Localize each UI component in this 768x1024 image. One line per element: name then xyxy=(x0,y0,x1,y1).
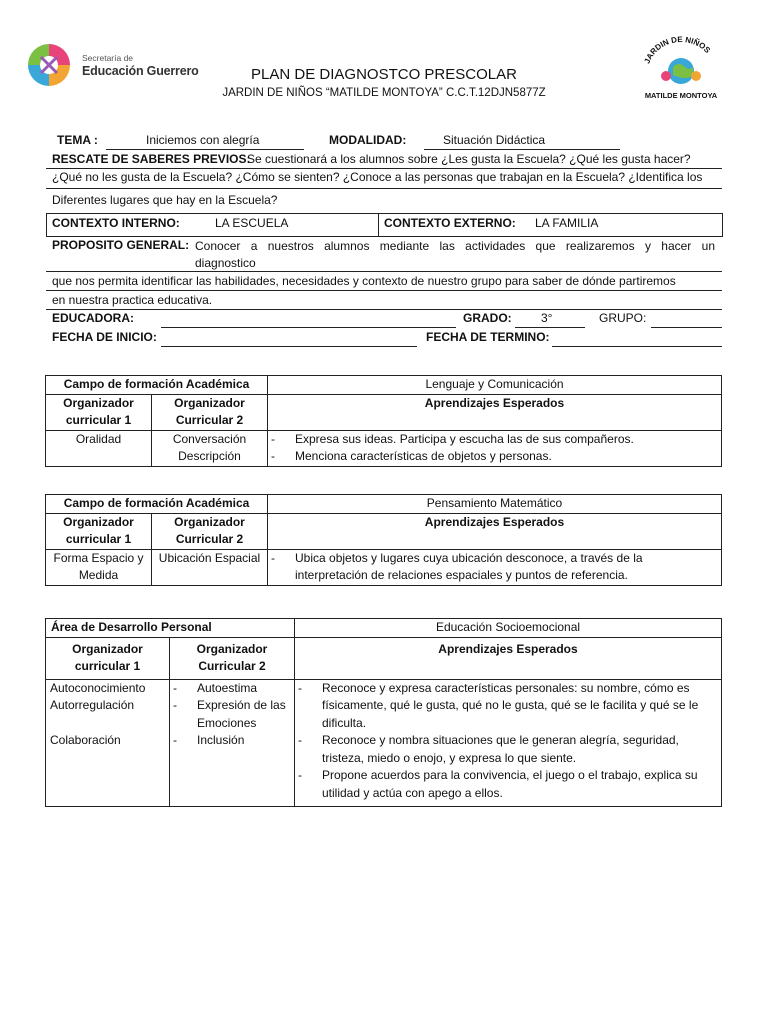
org1-value-2: Autorregulación xyxy=(50,698,135,712)
fecha-inicio-label: FECHA DE INICIO: xyxy=(52,330,157,344)
contexto-externo-label: CONTEXTO EXTERNO: xyxy=(384,216,516,230)
contexto-externo-value: LA FAMILIA xyxy=(535,216,599,230)
org1-value-4: Colaboración xyxy=(50,733,121,747)
rescate-line-1-rule xyxy=(46,168,722,169)
modalidad-underline xyxy=(424,149,620,150)
org2-header: Organizador Curricular 2 xyxy=(152,513,268,549)
rescate-line-2: ¿Qué no les gusta de la Escuela? ¿Cómo se sienten? ¿Conoce a las personas que trabajan en la Escuela? ¿Identifica los xyxy=(52,170,703,184)
jardin-logo-top-text: JARDIN DE NIÑOS xyxy=(642,34,712,65)
area-value: Educación Socioemocional xyxy=(295,619,722,638)
lenguaje-table xyxy=(45,375,722,467)
campo-label: Campo de formación Académica xyxy=(46,495,268,514)
list-item: - Reconoce y nombra situaciones que le generan alegría, seguridad, tristeza, miedo o enojo, y expresa lo que siente. xyxy=(298,733,679,765)
rescate-line-1: Se cuestionará a los alumnos sobre ¿Les gusta la Escuela? ¿Qué les gusta hacer? xyxy=(247,152,691,166)
rescate-line-2-rule xyxy=(46,188,722,189)
list-item: - Expresión de las Emociones xyxy=(173,698,286,730)
org2-value: Ubicación Espacial xyxy=(152,549,268,585)
aprendizajes-list xyxy=(268,549,722,585)
aprendizajes-header: Aprendizajes Esperados xyxy=(295,637,722,679)
list-item: - Menciona características de objetos y personas. xyxy=(271,449,552,463)
jardin-logo-bottom-text: MATILDE MONTOYA xyxy=(644,91,718,100)
list-item: - Inclusión xyxy=(173,733,245,747)
campo-value: Pensamiento Matemático xyxy=(268,495,722,514)
org2-header: Organizador Curricular 2 xyxy=(170,637,295,679)
modalidad-label: MODALIDAD: xyxy=(329,133,407,147)
org1-value: Forma Espacio y Medida xyxy=(46,549,152,585)
rescate-label: RESCATE DE SABERES PREVIOS: xyxy=(52,152,251,166)
org2-value xyxy=(152,430,268,466)
aprendizajes-header: Aprendizajes Esperados xyxy=(268,394,722,430)
list-item: - Ubica objetos y lugares cuya ubicación desconoce, a través de la interpretación de relaciones espaciales y puntos de referencia. xyxy=(271,550,643,582)
org-small-label: Secretaría de xyxy=(82,53,134,63)
org1-header: Organizador curricular 1 xyxy=(46,637,170,679)
org1-header: Organizador curricular 1 xyxy=(46,394,152,430)
fecha-inicio-field[interactable] xyxy=(161,346,417,347)
list-item: - Expresa sus ideas. Participa y escucha las de sus compañeros. xyxy=(271,431,634,446)
org2-value-2: Descripción xyxy=(178,449,241,463)
page-title: PLAN DE DIAGNOSTCO PRESCOLAR xyxy=(251,66,517,83)
org2-value-1: Conversación xyxy=(172,431,247,446)
grado-label: GRADO: xyxy=(463,311,512,325)
list-item: - Reconoce y expresa características personales: su nombre, cómo es físicamente, qué le gusta, qué no le gusta, qué se le facilita y qué se le dificulta. xyxy=(298,680,699,730)
org1-values xyxy=(46,679,170,806)
grado-value: 3° xyxy=(541,311,553,325)
proposito-line-2: diagnostico xyxy=(195,256,256,270)
proposito-rule-3 xyxy=(46,309,722,310)
org2-list xyxy=(170,679,295,806)
campo-value: Lenguaje y Comunicación xyxy=(268,376,722,395)
fecha-termino-field[interactable] xyxy=(552,346,722,347)
contexto-interno-label: CONTEXTO INTERNO: xyxy=(52,216,180,230)
proposito-rule-1 xyxy=(46,271,722,272)
matematico-table xyxy=(45,494,722,586)
proposito-label: PROPOSITO GENERAL: xyxy=(52,238,190,252)
rescate-line-3: Diferentes lugares que hay en la Escuela? xyxy=(52,193,278,207)
proposito-line-3: que nos permita identificar las habilidades, necesidades y contexto de nuestro grupo para saber de dónde partiremos xyxy=(52,274,676,288)
page-subtitle: JARDIN DE NIÑOS “MATILDE MONTOYA” C.C.T.12DJN5877Z xyxy=(222,87,546,99)
modalidad-value: Situación Didáctica xyxy=(443,133,546,147)
proposito-line-1: Conocer a nuestros alumnos mediante las actividades que realizaremos y hacer un xyxy=(195,239,715,253)
list-item: - Autoestima xyxy=(173,680,258,695)
grupo-label: GRUPO: xyxy=(599,311,647,325)
org1-value-1: Autoconocimiento xyxy=(50,680,146,695)
proposito-rule-2 xyxy=(46,290,722,291)
org1-value: Oralidad xyxy=(46,430,152,466)
org2-header: Organizador Curricular 2 xyxy=(152,394,268,430)
area-label: Área de Desarrollo Personal xyxy=(46,619,295,638)
fecha-termino-label: FECHA DE TERMINO: xyxy=(426,330,550,344)
org1-value-3 xyxy=(50,715,166,733)
grupo-field[interactable] xyxy=(651,327,722,328)
list-item: - Propone acuerdos para la convivencia, el juego o el trabajo, explica su utilidad y actúa con apego a ellos. xyxy=(298,768,698,800)
proposito-line-4: en nuestra practica educativa. xyxy=(52,293,213,307)
campo-label: Campo de formación Académica xyxy=(46,376,268,395)
contexto-divider xyxy=(378,213,379,237)
aprendizajes-list xyxy=(268,430,722,466)
tema-label: TEMA : xyxy=(57,133,98,147)
grado-field[interactable] xyxy=(515,327,585,328)
educadora-field[interactable] xyxy=(161,327,456,328)
tema-value: Iniciemos con alegría xyxy=(146,133,260,147)
aprendizajes-header: Aprendizajes Esperados xyxy=(268,513,722,549)
aprendizajes-list xyxy=(295,679,722,806)
educadora-label: EDUCADORA: xyxy=(52,311,134,325)
org-name: Educación Guerrero xyxy=(82,64,199,78)
contexto-interno-value: LA ESCUELA xyxy=(215,216,289,230)
socioemocional-table xyxy=(45,618,722,807)
tema-underline xyxy=(106,149,304,150)
org1-header: Organizador curricular 1 xyxy=(46,513,152,549)
